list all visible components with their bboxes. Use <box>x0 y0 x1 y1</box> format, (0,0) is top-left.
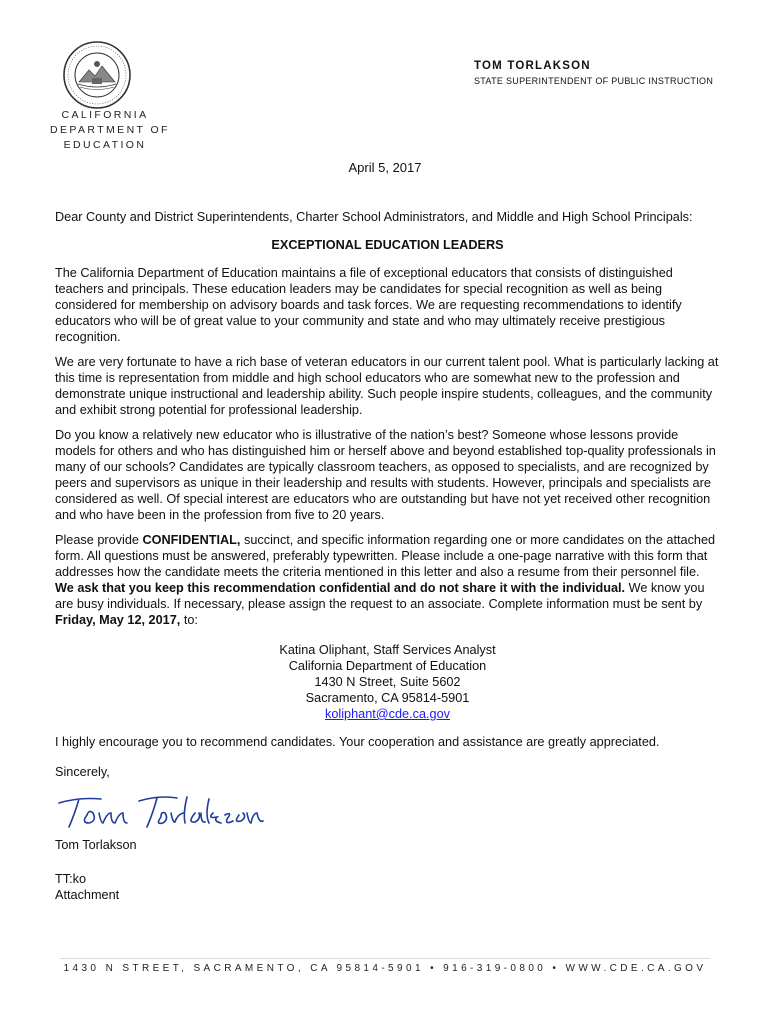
paragraph-instructions <box>55 532 720 628</box>
enclosure: Attachment <box>55 888 120 902</box>
bold-deadline: Friday, May 12, 2017, <box>55 613 181 627</box>
footer-divider <box>60 958 710 959</box>
superintendent-title: STATE SUPERINTENDENT OF PUBLIC INSTRUCTION <box>474 76 714 86</box>
bold-confidential: CONFIDENTIAL, <box>142 533 241 547</box>
contact-address <box>55 642 720 722</box>
initials: TT:ko <box>55 872 87 886</box>
department-line: EDUCATION <box>63 139 147 151</box>
address-line: Katina Oliphant, Staff Services Analyst <box>279 643 496 657</box>
signature-image <box>49 789 720 833</box>
paragraph: We are very fortunate to have a rich base of veteran educators in our current talent pool. What is particularly lacking at this time is representation from middle and high school educators who are somewhat new to the profession and demonstrate unique instructional and leadership ability. Such people inspire students, colleagues, and the community and exhibit strong potential for professional leadership. <box>55 355 719 417</box>
signer-name: Tom Torlakson <box>55 838 137 852</box>
bold-confidential-request: We ask that you keep this recommendation confidential and do not share it with the individual. <box>55 581 626 595</box>
department-line: DEPARTMENT OF <box>50 124 170 136</box>
text-run: Please provide <box>55 533 143 547</box>
letter-heading: EXCEPTIONAL EDUCATION LEADERS <box>271 238 504 252</box>
address-line: California Department of Education <box>288 659 487 673</box>
paragraph: I highly encourage you to recommend candidates. Your cooperation and assistance are greatly appreciated. <box>55 735 660 749</box>
footer-address: 1430 N STREET, SACRAMENTO, CA 95814-5901 • 916-319-0800 • WWW.CDE.CA.GOV <box>63 963 707 974</box>
superintendent-name: TOM TORLAKSON <box>474 60 591 72</box>
address-line: Sacramento, CA 95814-5901 <box>305 691 470 705</box>
salutation: Dear County and District Superintendents, Charter School Administrators, and Middle and High School Principals: <box>55 210 693 224</box>
email-link[interactable]: koliphant@cde.ca.gov <box>324 707 451 721</box>
text-run: to: <box>180 613 198 627</box>
state-seal-icon <box>62 40 132 110</box>
text-run: We know you are busy individuals. If necessary, please assign the request to an associate. Complete information must be sent by <box>55 581 705 611</box>
department-line: CALIFORNIA <box>61 109 149 121</box>
paragraph: Do you know a relatively new educator who is illustrative of the nation’s best? Someone whose lessons provide models for others and who has distinguished him or herself above and beyond established top-quality professionals in many of our schools? Candidates are typically classroom teachers, as opposed to specialists, and are recognized by peers and supervisors as unique in their leadership and results with students. However, principals and specialists are considered as well. Of special interest are educators who are outstanding but have not yet received other recognition and who have been in the profession from five to 20 years. <box>55 428 716 522</box>
letter-date: April 5, 2017 <box>348 160 422 175</box>
paragraph: The California Department of Education maintains a file of exceptional educators that consists of distinguished teachers and principals. These education leaders may be candidates for special recognition as well as being considered for membership on advisory boards and task forces. We are requesting recommendations to identify educators who will be of great value to your community and state and who may ultimately receive prestigious recognition. <box>55 266 682 344</box>
letter-body <box>55 209 720 903</box>
superintendent-block <box>474 60 713 86</box>
address-line: 1430 N Street, Suite 5602 <box>314 675 461 689</box>
closing: Sincerely, <box>55 765 110 779</box>
text-run: succinct, and specific information regarding one or more candidates on the attached form. All questions must be answered, preferably typewritten. Please include a one-page narrative with this form that addresses how the candidate meets the criteria mentioned in this letter and also a resume from their personnel file. <box>55 533 716 579</box>
department-name <box>50 108 170 153</box>
